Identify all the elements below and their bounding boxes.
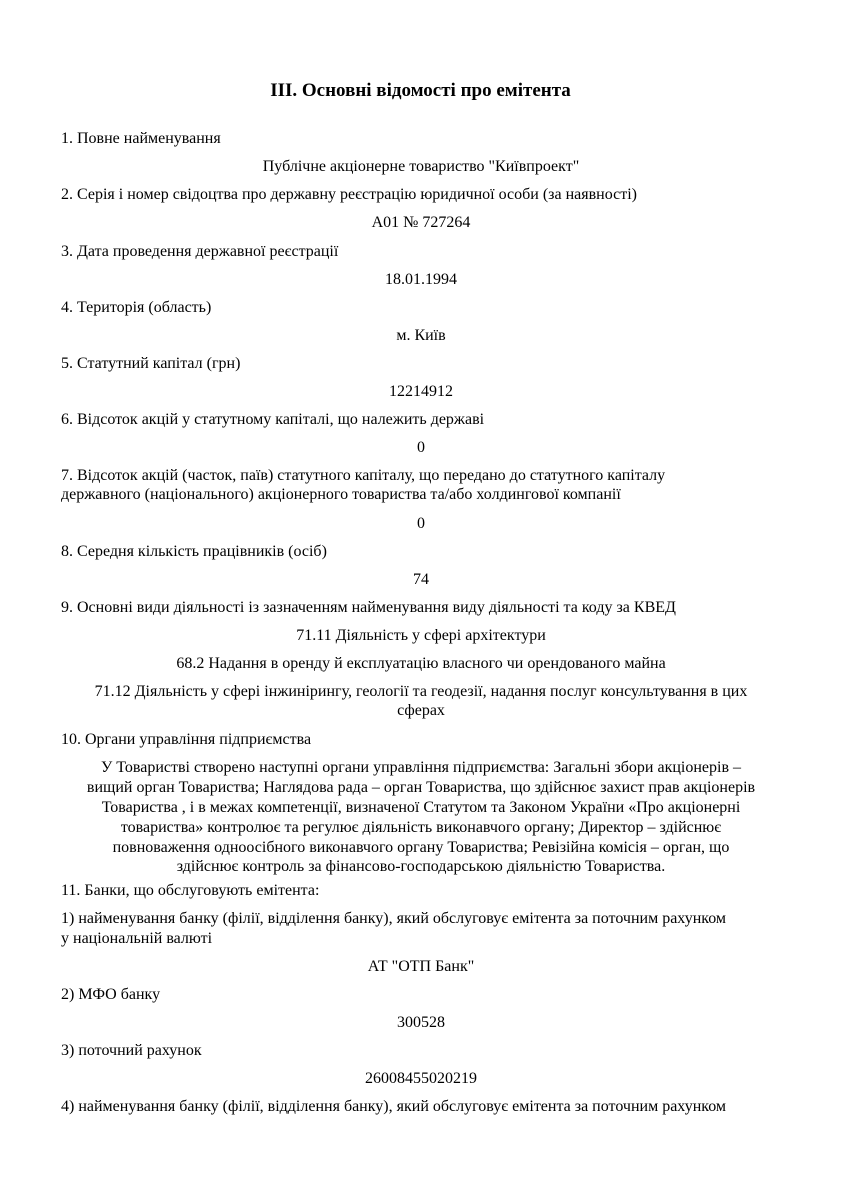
field-10-line-1: У Товаристві створено наступні органи управління підприємства: Загальні збори акціонерів – (100, 759, 742, 776)
field-7-label-line1: 7. Відсоток акцій (часток, паїв) статутного капіталу, що передано до статутного капіталу (61, 467, 666, 484)
field-7-value: 0 (417, 515, 425, 532)
field-1-value: Публічне акціонерне товариство "Київпроект" (262, 158, 580, 175)
field-10-label: 10. Органи управління підприємства (61, 731, 312, 748)
field-11-1-label-line1: 1) найменування банку (філії, відділення банку), який обслуговує емітента за поточним рахунком (61, 910, 727, 927)
field-2-value: А01 № 727264 (371, 214, 471, 231)
field-5-value: 12214912 (389, 383, 453, 400)
field-10-line-2: вищий орган Товариства; Наглядова рада – орган Товариства, що здійснює захист прав акціонерів (86, 779, 756, 796)
field-9-value-3-line1: 71.12 Діяльність у сфері інжинірингу, геології та геодезії, надання послуг консультування в цих (94, 683, 748, 700)
field-3-label: 3. Дата проведення державної реєстрації (61, 243, 339, 260)
field-10-line-4: товариства» контролює та регулює діяльність виконавчого органу; Директор – здійснює (120, 819, 722, 836)
field-11-2-label: 2) МФО банку (61, 986, 161, 1003)
page-title: ІІІ. Основні відомості про емітента (270, 80, 571, 101)
field-11-label: 11. Банки, що обслуговують емітента: (61, 882, 320, 899)
field-11-3-value: 26008455020219 (365, 1070, 477, 1087)
field-11-1-label-line2: у національній валюті (61, 930, 213, 947)
field-10-line-6: здійснює контроль за фінансово-господарською діяльністю Товариства. (176, 858, 666, 875)
field-11-1-value: АТ "ОТП Банк" (367, 958, 475, 975)
field-6-label: 6. Відсоток акцій у статутному капіталі, що належить державі (61, 411, 485, 428)
field-9-value-1: 71.11 Діяльність у сфері архітектури (296, 627, 546, 644)
field-2-label: 2. Серія і номер свідоцтва про державну реєстрацію юридичної особи (за наявності) (61, 186, 637, 203)
field-6-value: 0 (417, 439, 425, 456)
field-4-label: 4. Територія (область) (61, 299, 212, 316)
field-5-label: 5. Статутний капітал (грн) (61, 355, 241, 372)
field-1-label: 1. Повне найменування (61, 130, 221, 147)
field-11-4-label: 4) найменування банку (філії, відділення банку), який обслуговує емітента за поточним рахунком (61, 1098, 727, 1115)
field-11-3-label: 3) поточний рахунок (61, 1042, 202, 1059)
field-8-value: 74 (413, 571, 429, 588)
field-11-2-value: 300528 (397, 1014, 445, 1031)
field-9-value-2: 68.2 Надання в оренду й експлуатацію власного чи орендованого майна (176, 655, 666, 672)
field-10-line-3: Товариства , і в межах компетенції, визначеної Статутом та Законом України «Про акціонерні (101, 799, 741, 816)
field-8-label: 8. Середня кількість працівників (осіб) (61, 543, 327, 560)
field-9-label: 9. Основні види діяльності із зазначенням найменування виду діяльності та коду за КВЕД (61, 599, 676, 616)
field-9-value-3-line2: сферах (397, 702, 445, 719)
field-10-line-5: повноваження одноосібного виконавчого органу Товариства; Ревізійна комісія – орган, що (112, 839, 730, 856)
field-4-value: м. Київ (396, 327, 446, 344)
field-7-label-line2: державного (національного) акціонерного товариства та/або холдингової компанії (61, 486, 621, 503)
field-3-value: 18.01.1994 (385, 271, 457, 288)
